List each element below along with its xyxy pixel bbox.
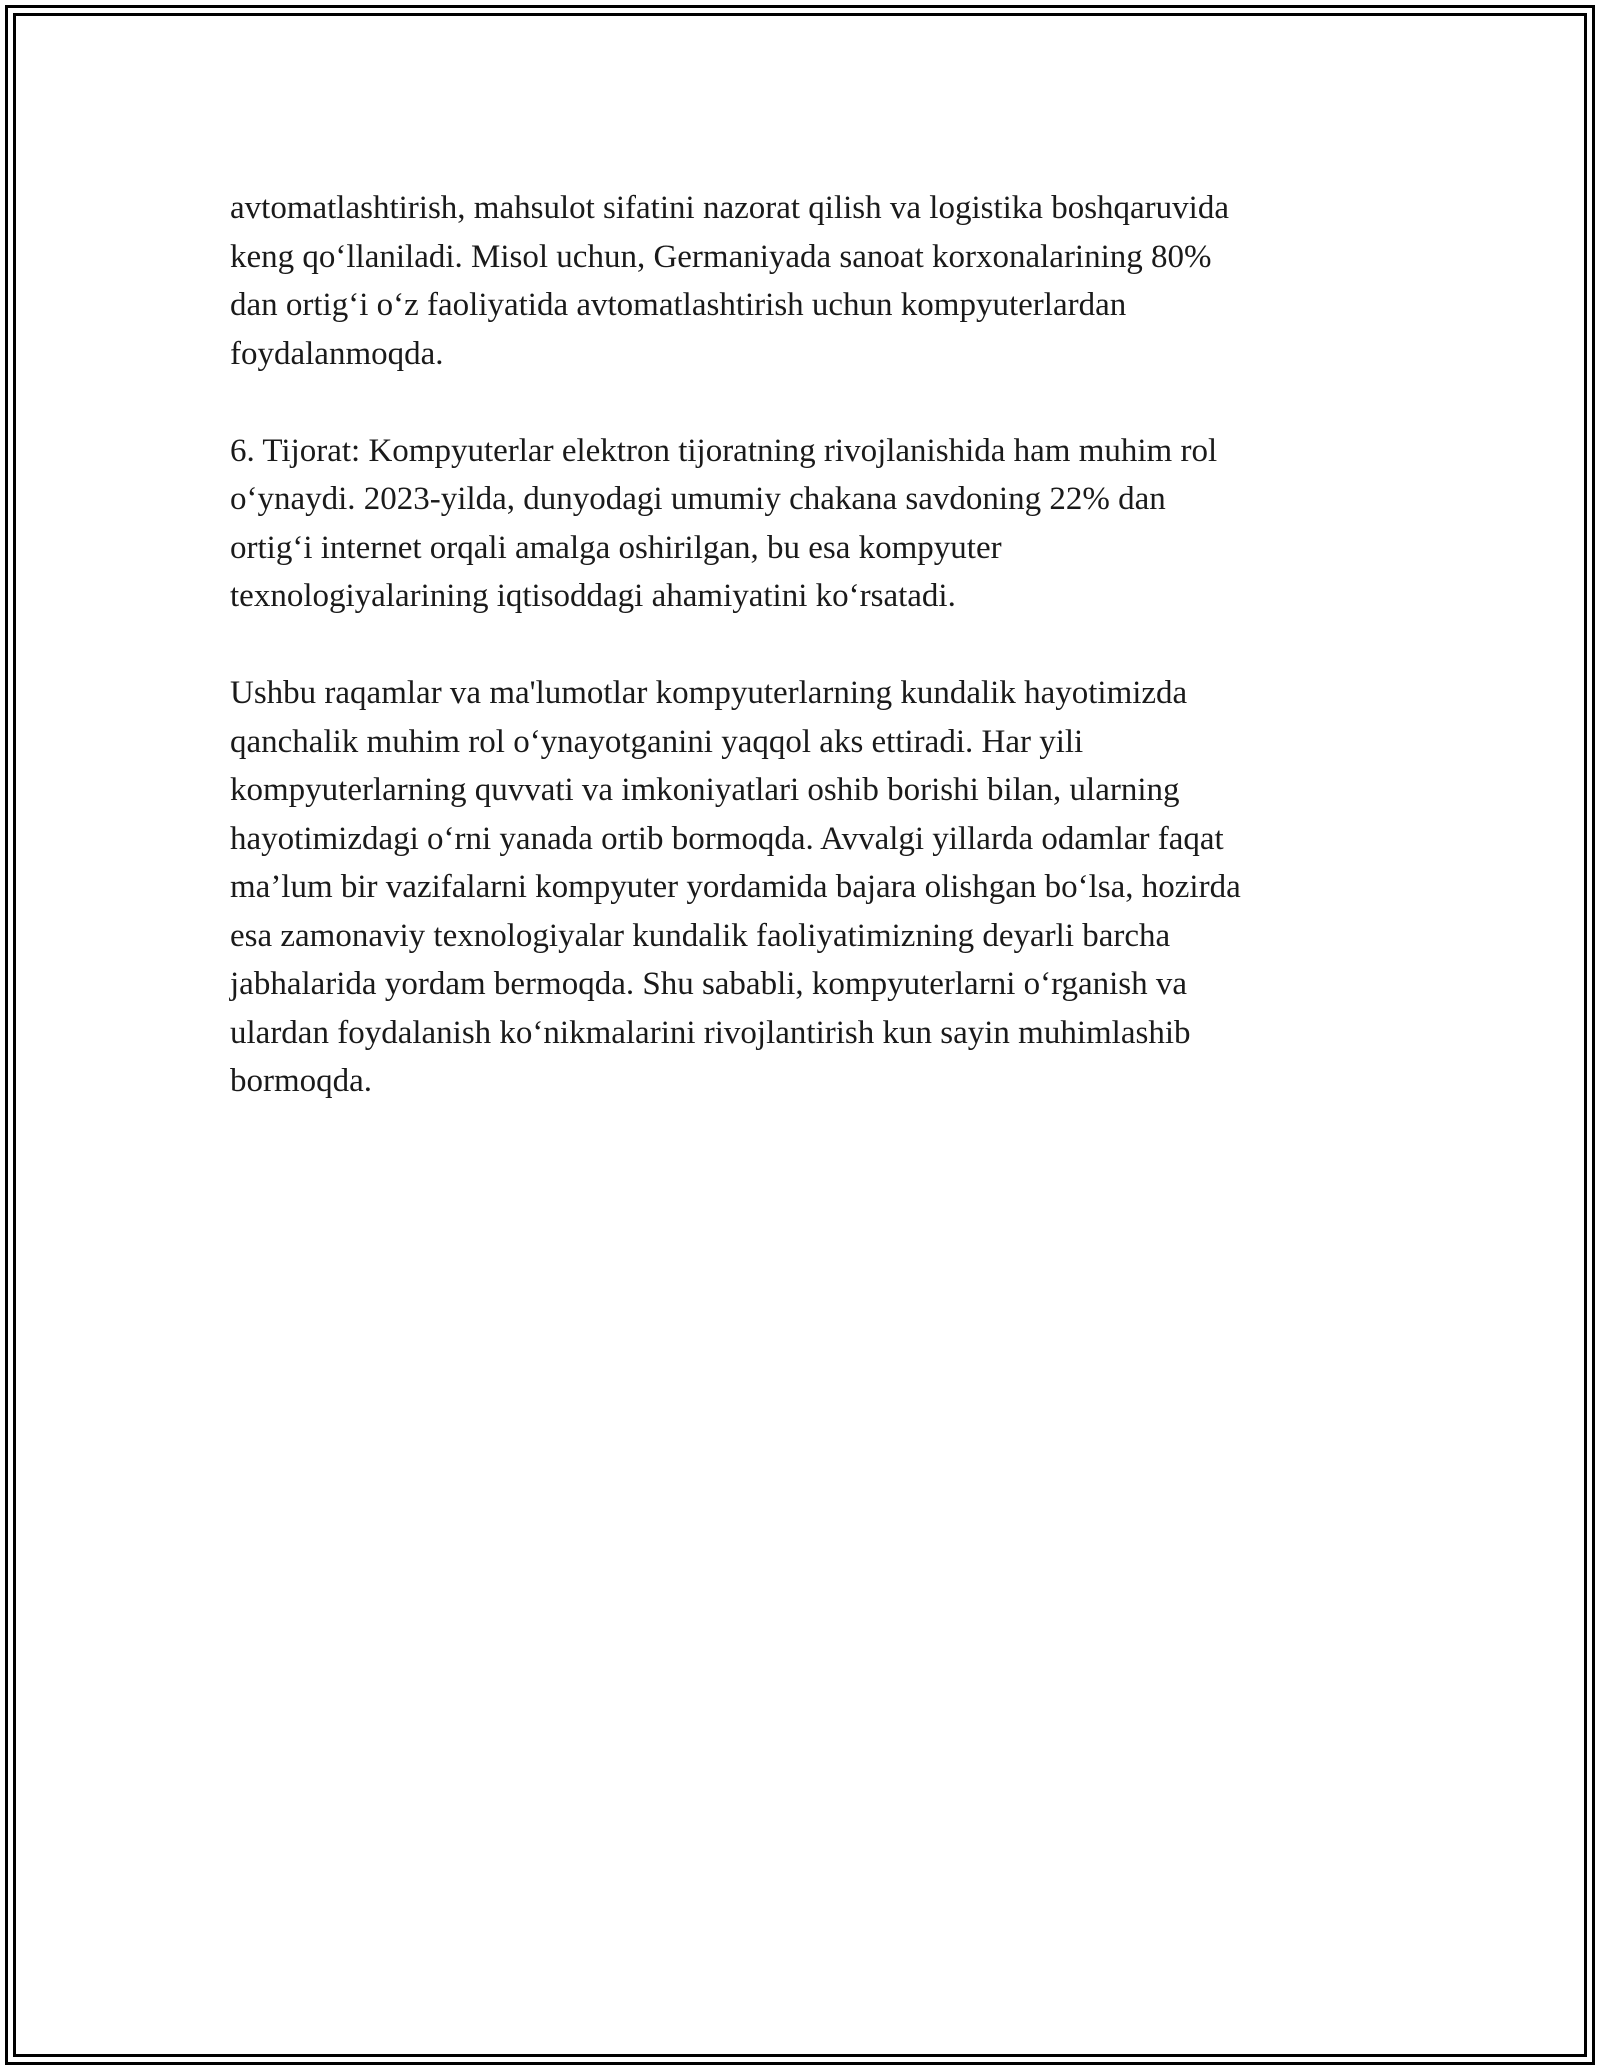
text-line: o‘ynaydi. 2023-yilda, dunyodagi umumiy chakana savdoning 22% dan: [230, 481, 1166, 517]
text-line: qanchalik muhim rol o‘ynayotganini yaqqol aks ettiradi. Har yili: [230, 723, 1084, 760]
text-line: ortig‘i internet orqali amalga oshirilgan, bu esa kompyuter: [230, 529, 1002, 566]
text-line: bormoqda.: [230, 1063, 373, 1099]
text-line: foydalanmoqda.: [230, 335, 444, 372]
paragraph-industry-automation: [230, 184, 1390, 378]
text-line: kompyuterlarning quvvati va imkoniyatlari oshib borishi bilan, ularning: [230, 772, 1180, 808]
text-line: ulardan foydalanish ko‘nikmalarini rivojlantirish kun sayin muhimlashib: [230, 1014, 1191, 1051]
text-line: texnologiyalarining iqtisoddagi ahamiyatini ko‘rsatadi.: [230, 578, 956, 614]
text-line: ma’lum bir vazifalarni kompyuter yordamida bajara olishgan bo‘lsa, hozirda: [230, 869, 1241, 905]
text-line: esa zamonaviy texnologiyalar kundalik faoliyatimizning deyarli barcha: [230, 917, 1171, 954]
text-line: dan ortig‘i o‘z faoliyatida avtomatlashtirish uchun kompyuterlardan: [230, 287, 1127, 323]
text-line: jabhalarida yordam bermoqda. Shu sababli, kompyuterlarni o‘rganish va: [230, 966, 1188, 1002]
text-line: Ushbu raqamlar va ma'lumotlar kompyuterlarning kundalik hayotimizda: [230, 675, 1188, 711]
text-line: hayotimizdagi o‘rni yanada ortib bormoqda. Avvalgi yillarda odamlar faqat: [230, 820, 1224, 857]
paragraph-conclusion: [230, 669, 1390, 1106]
text-line: 6. Tijorat: Kompyuterlar elektron tijoratning rivojlanishida ham muhim rol: [230, 432, 1218, 469]
paragraph-commerce: [230, 427, 1390, 621]
text-line: avtomatlashtirish, mahsulot sifatini nazorat qilish va logistika boshqaruvida: [230, 190, 1229, 226]
text-line: keng qo‘llaniladi. Misol uchun, Germaniyada sanoat korxonalarining 80%: [230, 238, 1212, 275]
document-body: [230, 184, 1390, 1154]
